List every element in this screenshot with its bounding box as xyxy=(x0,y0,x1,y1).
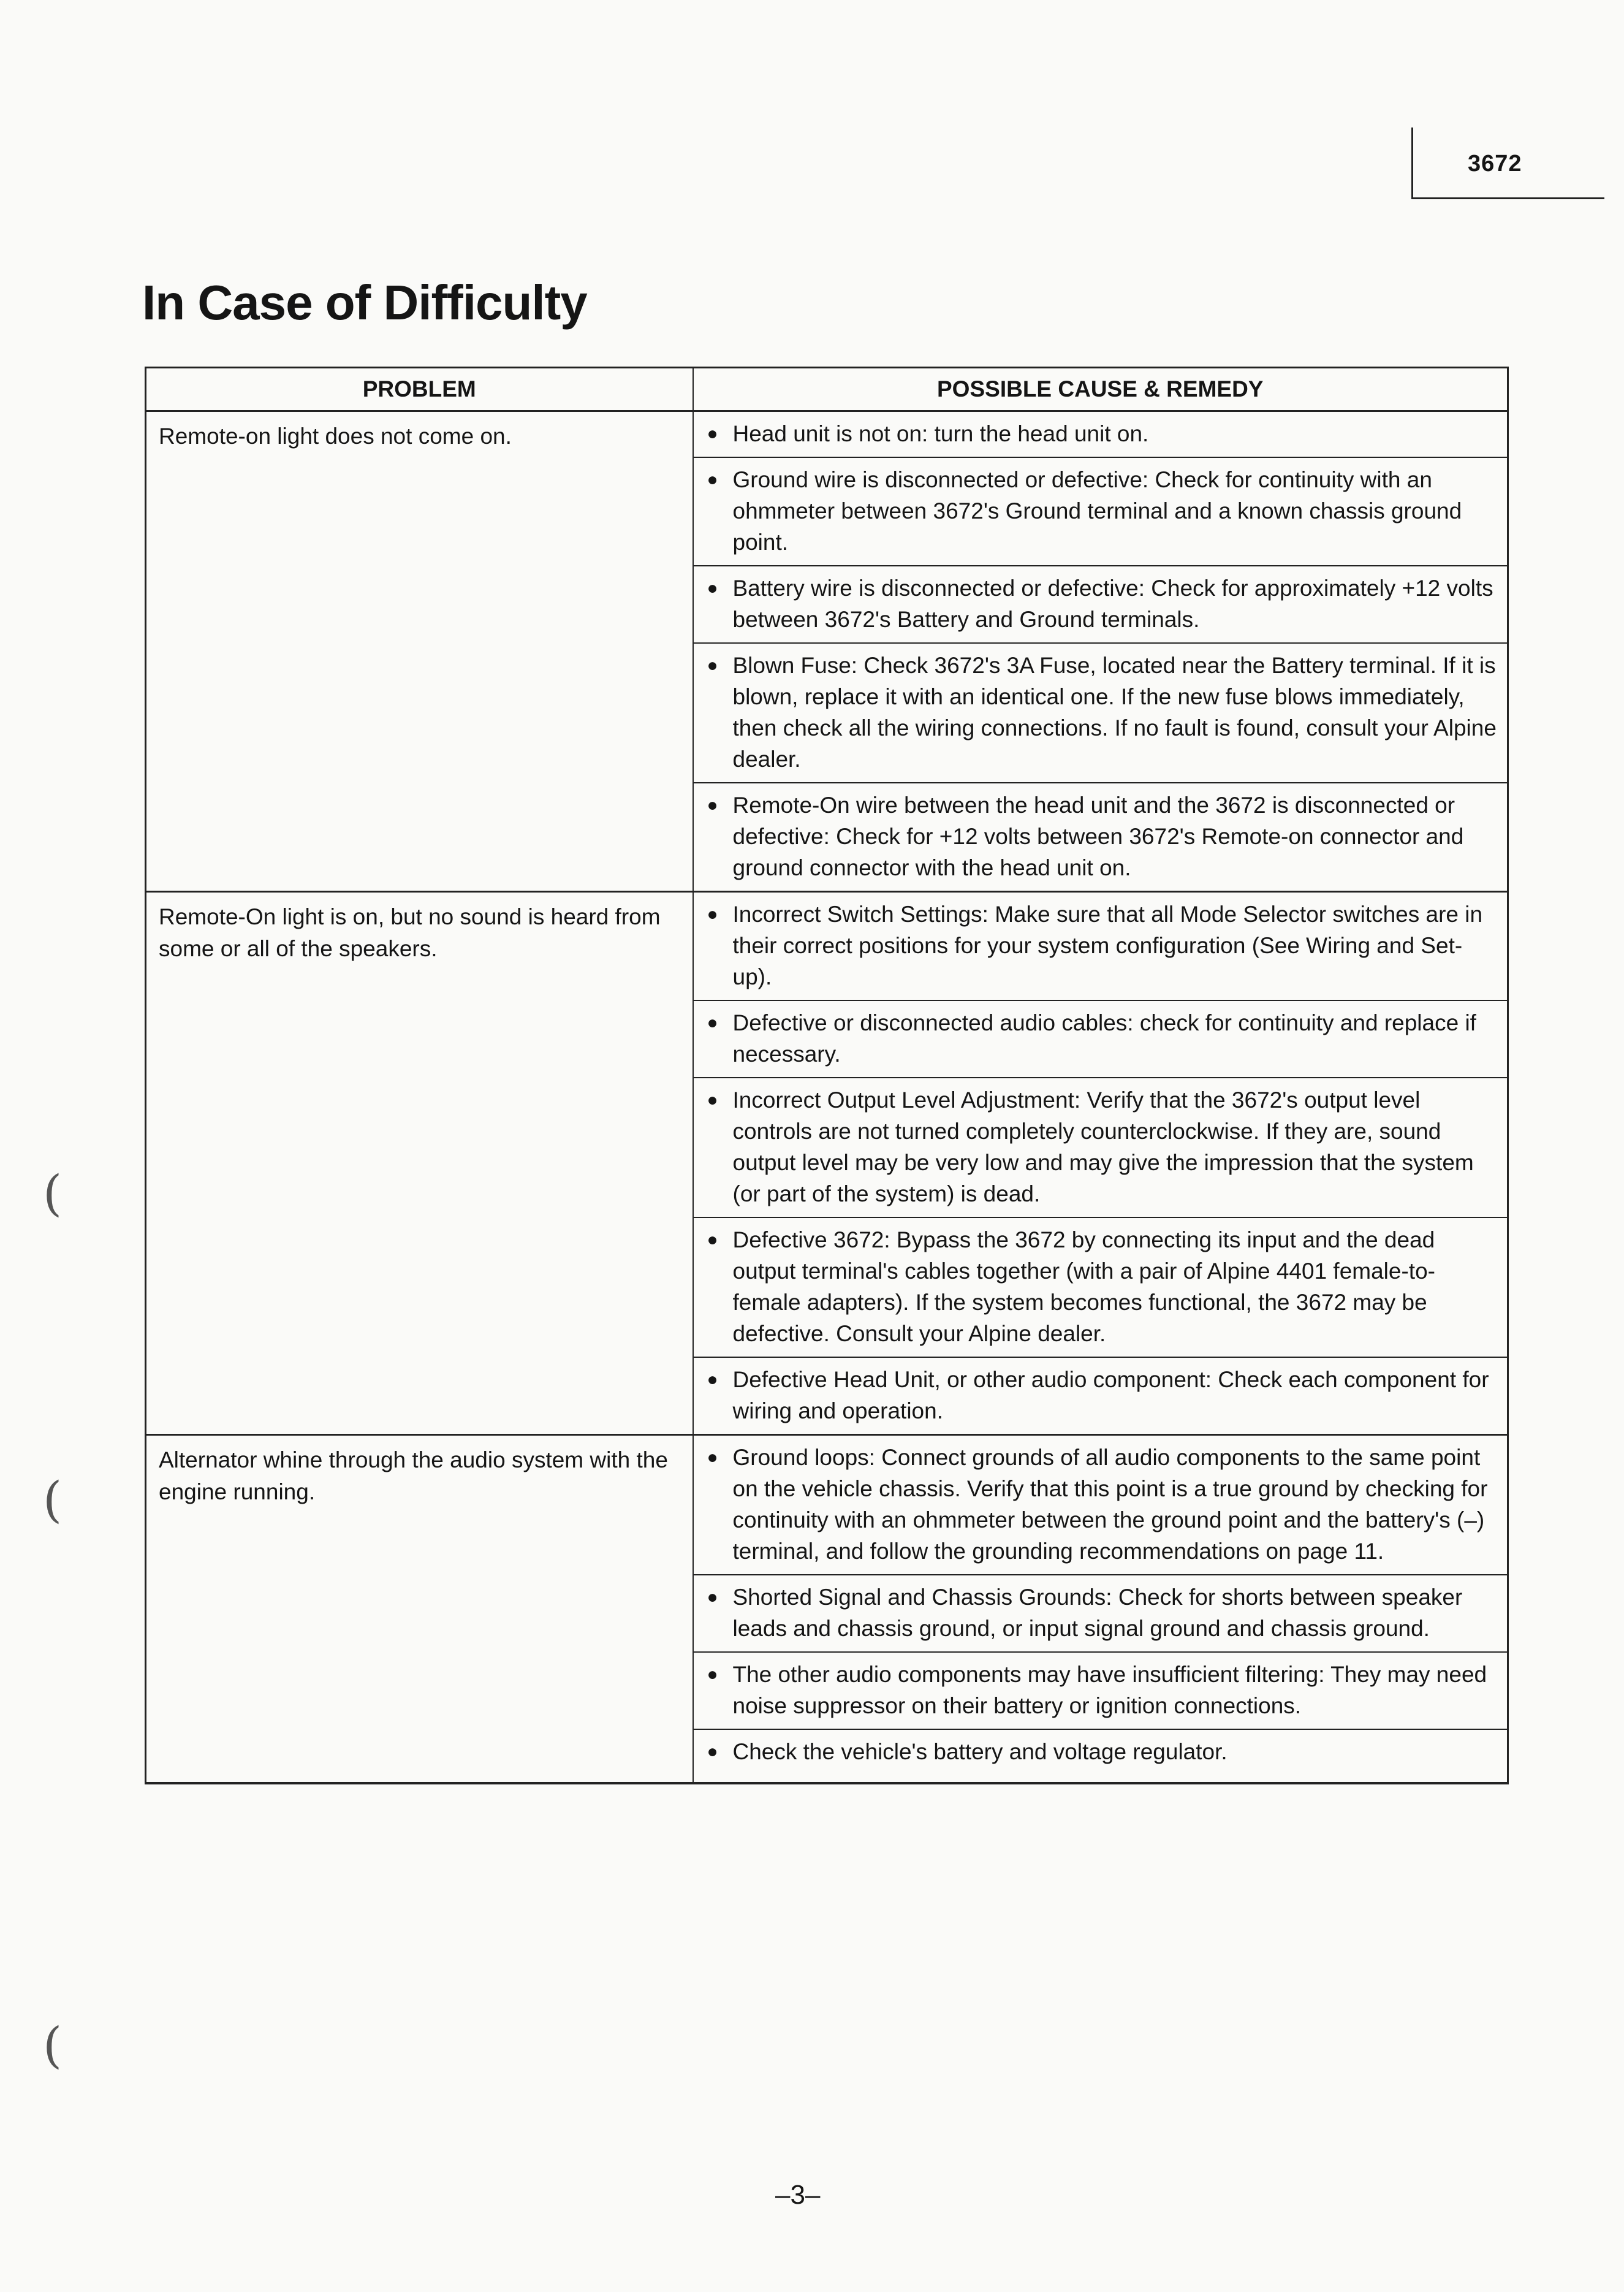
problem-cell: Alternator whine through the audio system with the engine running. xyxy=(146,1435,693,1784)
bullet-icon: ● xyxy=(707,1587,718,1607)
bullet-icon: ● xyxy=(707,1742,718,1762)
bullet-icon: ● xyxy=(707,1230,718,1250)
remedy-text: Check the vehicle's battery and voltage regulator. xyxy=(732,1739,1227,1764)
remedy-cell xyxy=(693,1652,1508,1729)
remedy-text: Incorrect Output Level Adjustment: Verify that the 3672's output level controls are not turned completely counterclockwise. If they are, sound output level may be very low and may give the impression that the system (or part of the system) is dead. xyxy=(732,1087,1474,1206)
problem-cell: Remote-On light is on, but no sound is heard from some or all of the speakers. xyxy=(146,892,693,1435)
remedy-cell xyxy=(693,783,1508,892)
remedy-cell xyxy=(693,1357,1508,1435)
bullet-icon: ● xyxy=(707,424,718,444)
binding-hole-mark: ( xyxy=(43,1165,63,1222)
remedy-cell xyxy=(693,892,1508,1001)
remedy-cell xyxy=(693,1078,1508,1217)
problem-cell: Remote-on light does not come on. xyxy=(146,411,693,892)
remedy-cell xyxy=(693,411,1508,458)
remedy-text: Defective 3672: Bypass the 3672 by connecting its input and the dead output terminal's cables together (with a pair of Alpine 4401 female-to-female adapters). If the system becomes functional, the 3672 may be defective. Consult your Alpine dealer. xyxy=(732,1227,1435,1346)
page-title: In Case of Difficulty xyxy=(142,275,587,330)
remedy-cell xyxy=(693,1575,1508,1652)
binding-hole-mark: ( xyxy=(43,2017,63,2074)
remedy-cell xyxy=(693,1729,1508,1783)
remedy-column-header: POSSIBLE CAUSE & REMEDY xyxy=(693,368,1508,411)
remedy-cell xyxy=(693,643,1508,783)
remedy-text: Blown Fuse: Check 3672's 3A Fuse, located near the Battery terminal. If it is blown, replace it with an identical one. If the new fuse blows immediately, then check all the wiring connections. If no fault is found, consult your Alpine dealer. xyxy=(732,653,1497,772)
table-row xyxy=(146,411,1508,458)
remedy-text: Incorrect Switch Settings: Make sure that all Mode Selector switches are in their correct positions for your system configuration (See Wiring and Set-up). xyxy=(732,902,1483,989)
remedy-cell xyxy=(693,1435,1508,1575)
remedy-text: Ground wire is disconnected or defective: Check for continuity with an ohmmeter between 3672's Ground terminal and a known chassis ground point. xyxy=(732,467,1462,555)
remedy-text: Shorted Signal and Chassis Grounds: Check for shorts between speaker leads and chassis ground, or input signal ground and chassis ground. xyxy=(732,1585,1463,1641)
table-row xyxy=(146,892,1508,1001)
model-number: 3672 xyxy=(1468,151,1522,177)
remedy-text: Defective Head Unit, or other audio component: Check each component for wiring and operation. xyxy=(732,1367,1489,1423)
bullet-icon: ● xyxy=(707,795,718,815)
remedy-text: Ground loops: Connect grounds of all audio components to the same point on the vehicle chassis. Verify that this point is a true ground by checking for continuity with an ohmmeter between the ground point and the battery's (–) terminal, and follow the grounding recommendations on page 11. xyxy=(732,1445,1488,1564)
bullet-icon: ● xyxy=(707,655,718,676)
bullet-icon: ● xyxy=(707,470,718,490)
remedy-text: Head unit is not on: turn the head unit on. xyxy=(732,421,1149,446)
remedy-text: Defective or disconnected audio cables: check for continuity and replace if necessary. xyxy=(732,1010,1476,1067)
remedy-cell xyxy=(693,457,1508,566)
remedy-text: The other audio components may have insufficient filtering: They may need noise suppressor on their battery or ignition connections. xyxy=(732,1662,1487,1718)
binding-hole-mark: ( xyxy=(43,1471,63,1528)
remedy-text: Battery wire is disconnected or defective: Check for approximately +12 volts between 3672's Battery and Ground terminals. xyxy=(732,576,1493,632)
bullet-icon: ● xyxy=(707,578,718,598)
troubleshooting-table xyxy=(145,367,1509,1784)
bullet-icon: ● xyxy=(707,1090,718,1110)
table-row xyxy=(146,1435,1508,1575)
remedy-cell xyxy=(693,1000,1508,1078)
bullet-icon: ● xyxy=(707,1664,718,1685)
problem-column-header: PROBLEM xyxy=(146,368,693,411)
page-number: –3– xyxy=(775,2180,821,2210)
remedy-text: Remote-On wire between the head unit and the 3672 is disconnected or defective: Check for +12 volts between 3672's Remote-on connector and ground connector with the head unit on. xyxy=(732,793,1464,880)
bullet-icon: ● xyxy=(707,1369,718,1390)
table-header-row xyxy=(146,368,1508,411)
remedy-cell xyxy=(693,1217,1508,1357)
bullet-icon: ● xyxy=(707,904,718,924)
bullet-icon: ● xyxy=(707,1013,718,1033)
remedy-cell xyxy=(693,566,1508,643)
bullet-icon: ● xyxy=(707,1447,718,1468)
